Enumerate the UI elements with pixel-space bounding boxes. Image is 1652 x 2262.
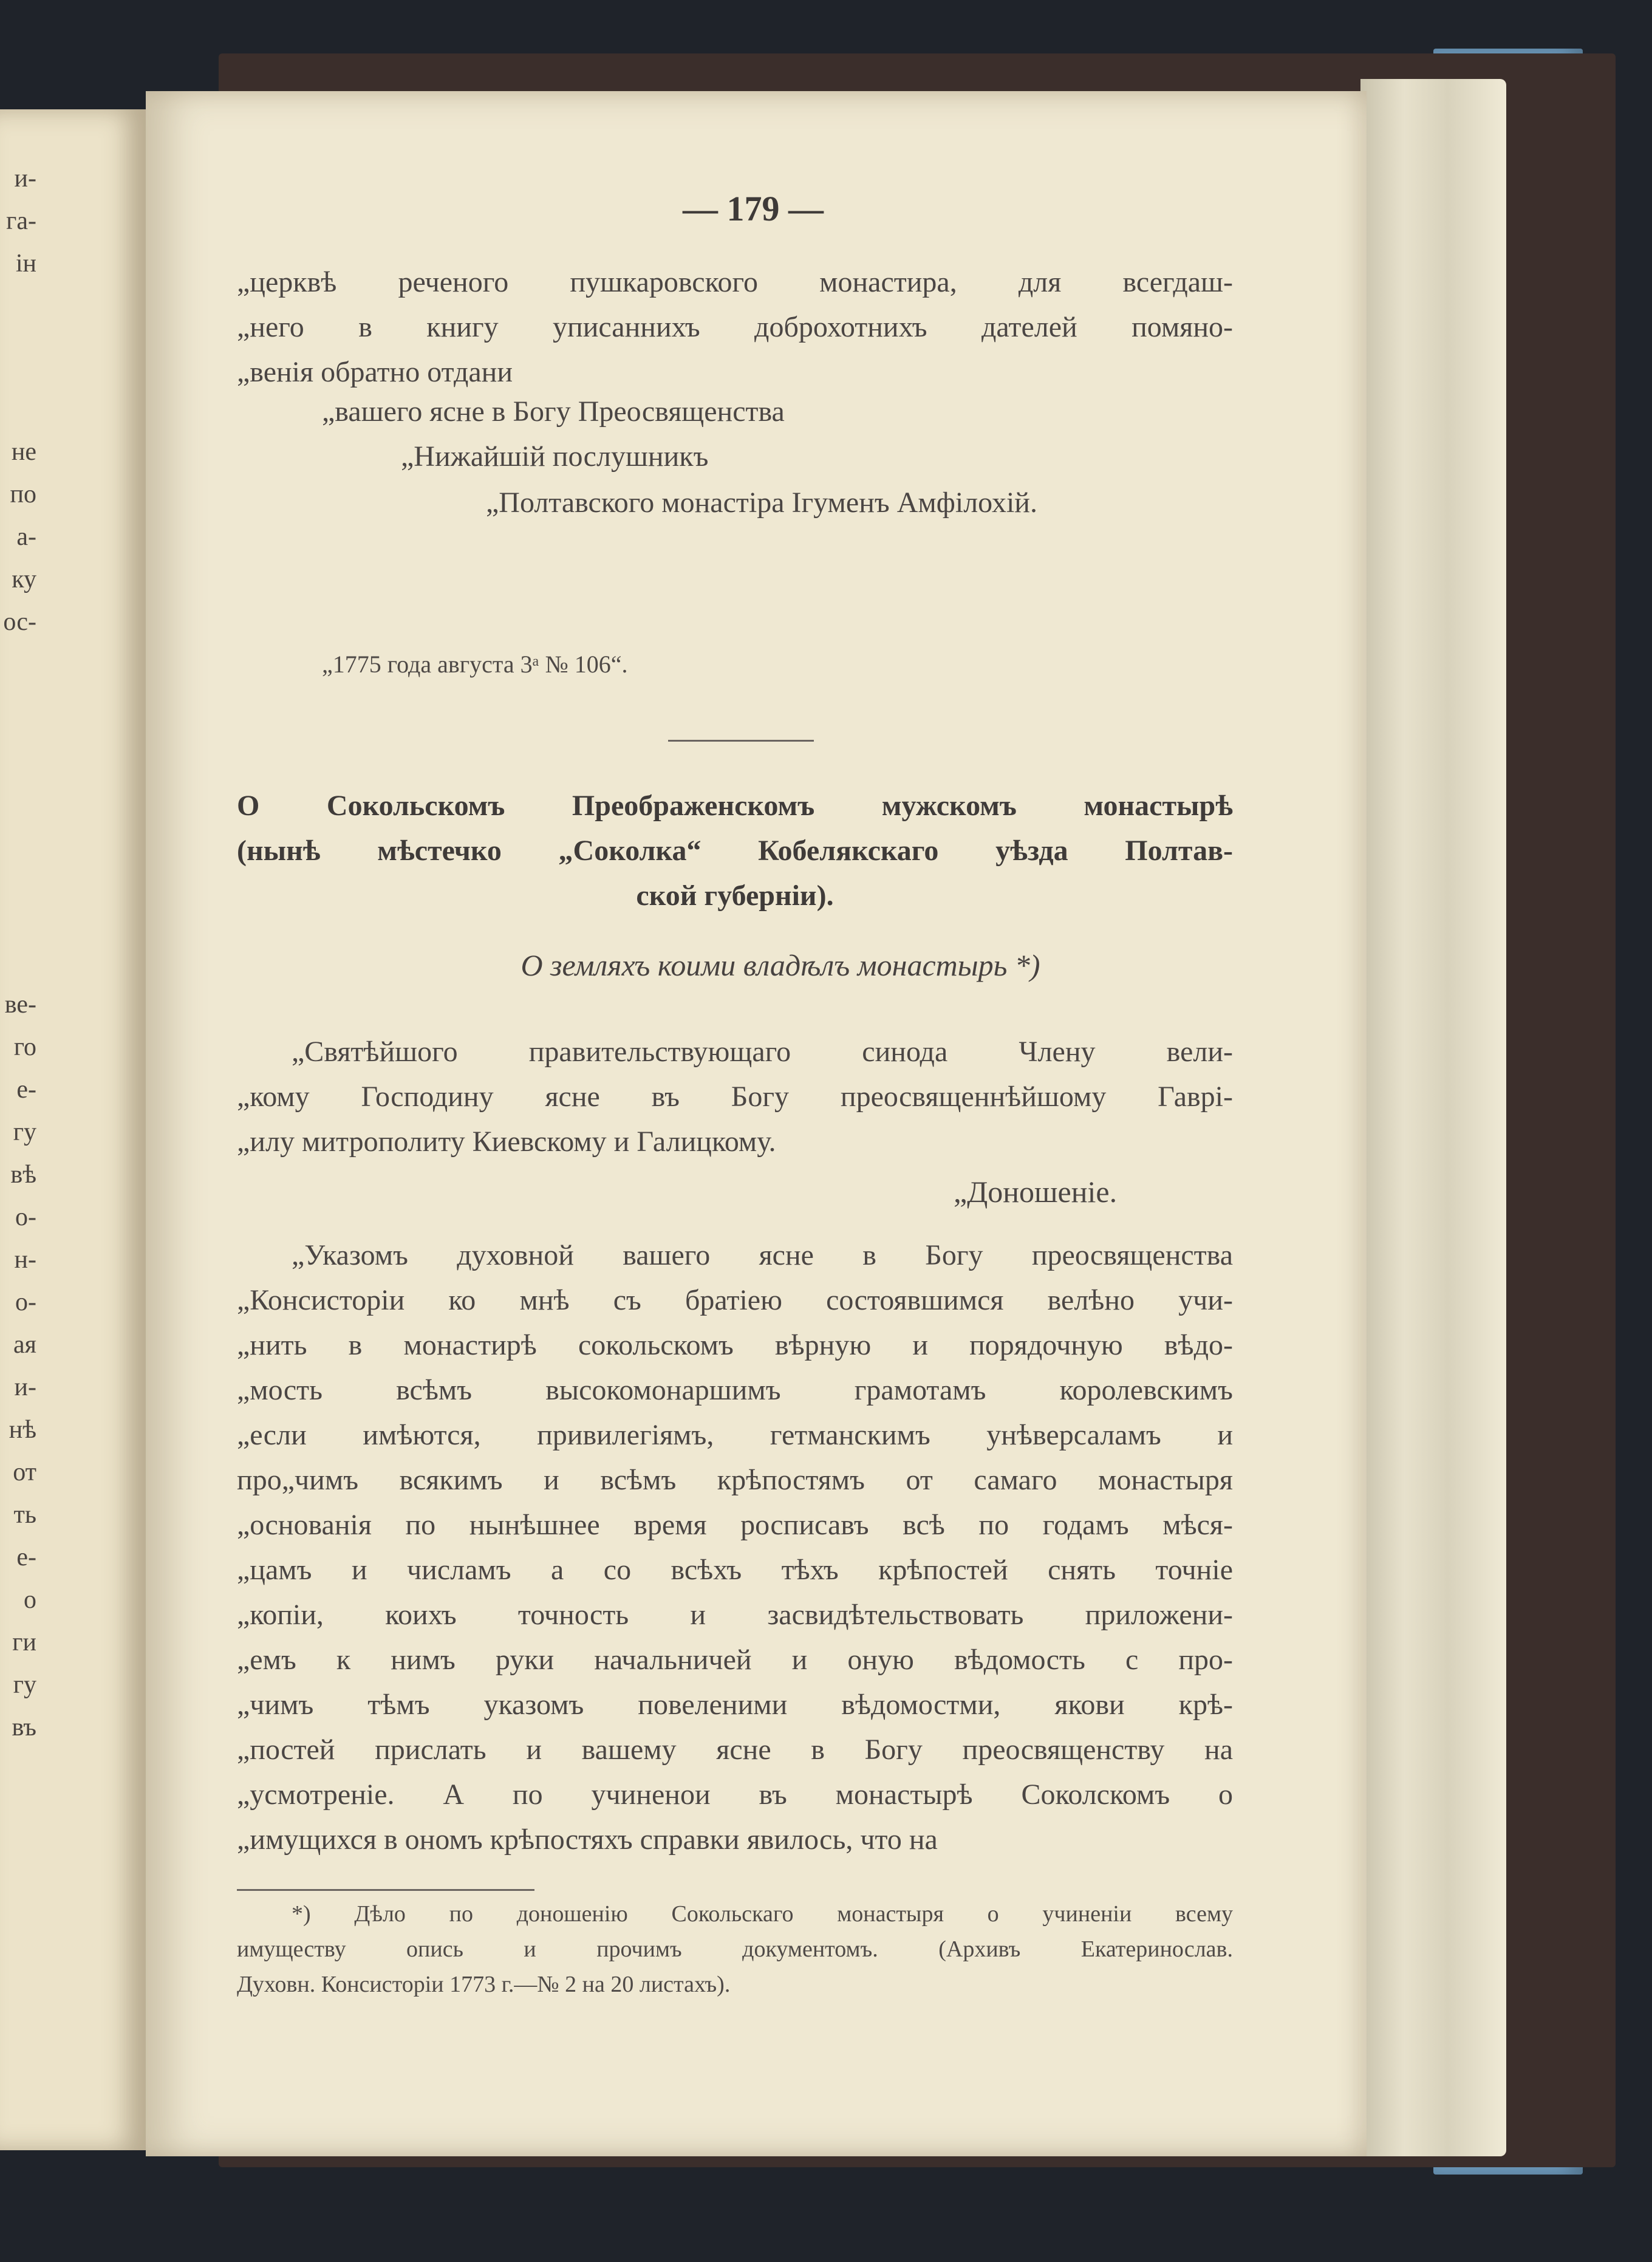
left-page-fragment: от xyxy=(13,1458,36,1486)
left-page-fragment: о- xyxy=(15,1288,36,1316)
left-page-fragment: н- xyxy=(14,1246,36,1274)
left-page-fragment: и- xyxy=(14,1373,36,1401)
left-page-fragment: по xyxy=(10,480,36,508)
left-page-fragment: а- xyxy=(16,523,36,551)
footnote-line: Духовн. Консисторіи 1773 г.—№ 2 на 20 листахъ). xyxy=(237,1972,731,1997)
text-line: „нить в монастирѣ сокольскомъ вѣрную и порядочную вѣдо- xyxy=(237,1329,1233,1361)
left-page-fragment: нѣ xyxy=(9,1416,36,1444)
text-line: „Консисторіи ко мнѣ съ братіею состоявшимся велѣно учи- xyxy=(237,1284,1233,1316)
book-page xyxy=(146,91,1367,2156)
top-paragraph xyxy=(237,260,1233,395)
signature-line-3: „Полтавского монастіра Ігуменъ Амфілохій. xyxy=(486,487,1037,519)
left-page-fragment: о- xyxy=(15,1203,36,1231)
text-line: „Указомъ духовной вашего ясне в Богу преосвященства xyxy=(292,1239,1233,1271)
left-page-fragment: ве- xyxy=(4,991,36,1019)
left-page-fragment: е- xyxy=(16,1076,36,1104)
left-page-fragment: ос- xyxy=(3,608,36,636)
left-page-fragment: о xyxy=(24,1586,36,1614)
left-page-fragment: гу xyxy=(13,1118,36,1146)
left-page-fragment: ть xyxy=(13,1501,36,1529)
text-line: „копіи, коихъ точность и засвидѣтельствовать приложени- xyxy=(237,1599,1233,1631)
text-line: „илу митрополиту Киевскому и Галицкому. xyxy=(237,1126,776,1158)
left-page-fragment: въ xyxy=(12,1714,36,1741)
address-paragraph xyxy=(237,1030,1233,1164)
report-title: „Доношеніе. xyxy=(954,1175,1118,1209)
left-page-fragment: го xyxy=(13,1033,36,1061)
subheading: О земляхъ коими владѣлъ монастырь *) xyxy=(521,948,1040,982)
heading-line: ской губерніи). xyxy=(636,880,834,912)
report-paragraph xyxy=(237,1233,1233,1862)
page-edges xyxy=(1360,79,1506,2156)
left-page-fragment: ін xyxy=(15,250,36,278)
footnote xyxy=(237,1896,1233,2002)
text-line: „него в книгу уписаннихъ доброхотнихъ дателей помяно- xyxy=(237,311,1233,343)
signature-line-2: „Нижайшій послушникъ xyxy=(401,440,709,473)
left-page-fragment: ку xyxy=(12,566,36,593)
previous-page-edge xyxy=(0,109,146,2150)
text-line: „основанія по нынѣшнее время росписавъ всѣ по годамъ мѣся- xyxy=(237,1509,1233,1541)
text-line: „цамъ и числамъ а со всѣхъ тѣхъ крѣпостей снять точніе xyxy=(237,1554,1233,1586)
text-line: „имущихся в ономъ крѣпостяхъ справки явилось, что на xyxy=(237,1823,938,1856)
footnote-rule xyxy=(237,1889,534,1891)
footnote-line: *) Дѣло по доношенію Сокольскаго монастыря о учиненіи всему xyxy=(292,1901,1233,1927)
page-number: — 179 — xyxy=(683,189,824,228)
text-line: „емъ к нимъ руки начальничей и оную вѣдомость с про- xyxy=(237,1644,1233,1676)
section-divider xyxy=(668,740,814,742)
heading-line: (нынѣ мѣстечко „Соколка“ Кобелякскаго уѣзда Полтав- xyxy=(237,835,1233,867)
footnote-line: имуществу опись и прочимъ документомъ. (Архивъ Екатеринослав. xyxy=(237,1936,1233,1962)
left-page-fragment: и- xyxy=(14,165,36,193)
left-page-fragment: е- xyxy=(16,1543,36,1571)
date-line: „1775 года августа 3ᵃ № 106“. xyxy=(322,651,628,678)
left-page-fragment: ая xyxy=(13,1331,36,1359)
text-line: „усмотреніе. А по учиненои въ монастырѣ Соколскомъ о xyxy=(237,1779,1233,1811)
section-heading xyxy=(237,784,1233,918)
text-line: „венія обратно отдани xyxy=(237,356,513,388)
text-line: „постей прислать и вашему ясне в Богу преосвященству на xyxy=(237,1734,1233,1766)
text-line: „если имѣются, привилегіямъ, гетманскимъ унѣверсаламъ и xyxy=(237,1419,1233,1451)
left-page-fragment: гу xyxy=(13,1671,36,1699)
text-line: „Святѣйшого правительствующаго синода Члену вели- xyxy=(292,1036,1233,1068)
left-page-fragment: не xyxy=(11,438,36,466)
text-line: про„чимъ всякимъ и всѣмъ крѣпостямъ от самаго монастыря xyxy=(237,1464,1233,1496)
text-line: „чимъ тѣмъ указомъ повеленими вѣдомостми, якови крѣ- xyxy=(237,1689,1233,1721)
left-page-fragment: га- xyxy=(6,207,36,235)
left-page-fragment: ги xyxy=(12,1628,36,1656)
signature-line-1: „вашего ясне в Богу Преосвященства xyxy=(322,395,785,428)
heading-line: О Сокольскомъ Преображенскомъ мужскомъ монастырѣ xyxy=(237,790,1233,822)
left-page-fragment: вѣ xyxy=(10,1161,36,1189)
text-line: „церквѣ реченого пушкаровского монастира, для всегдаш- xyxy=(237,266,1233,298)
text-line: „кому Господину ясне въ Богу преосвященнѣйшому Гаврі- xyxy=(237,1081,1233,1113)
text-line: „мость всѣмъ высокомонаршимъ грамотамъ королевскимъ xyxy=(237,1374,1233,1406)
